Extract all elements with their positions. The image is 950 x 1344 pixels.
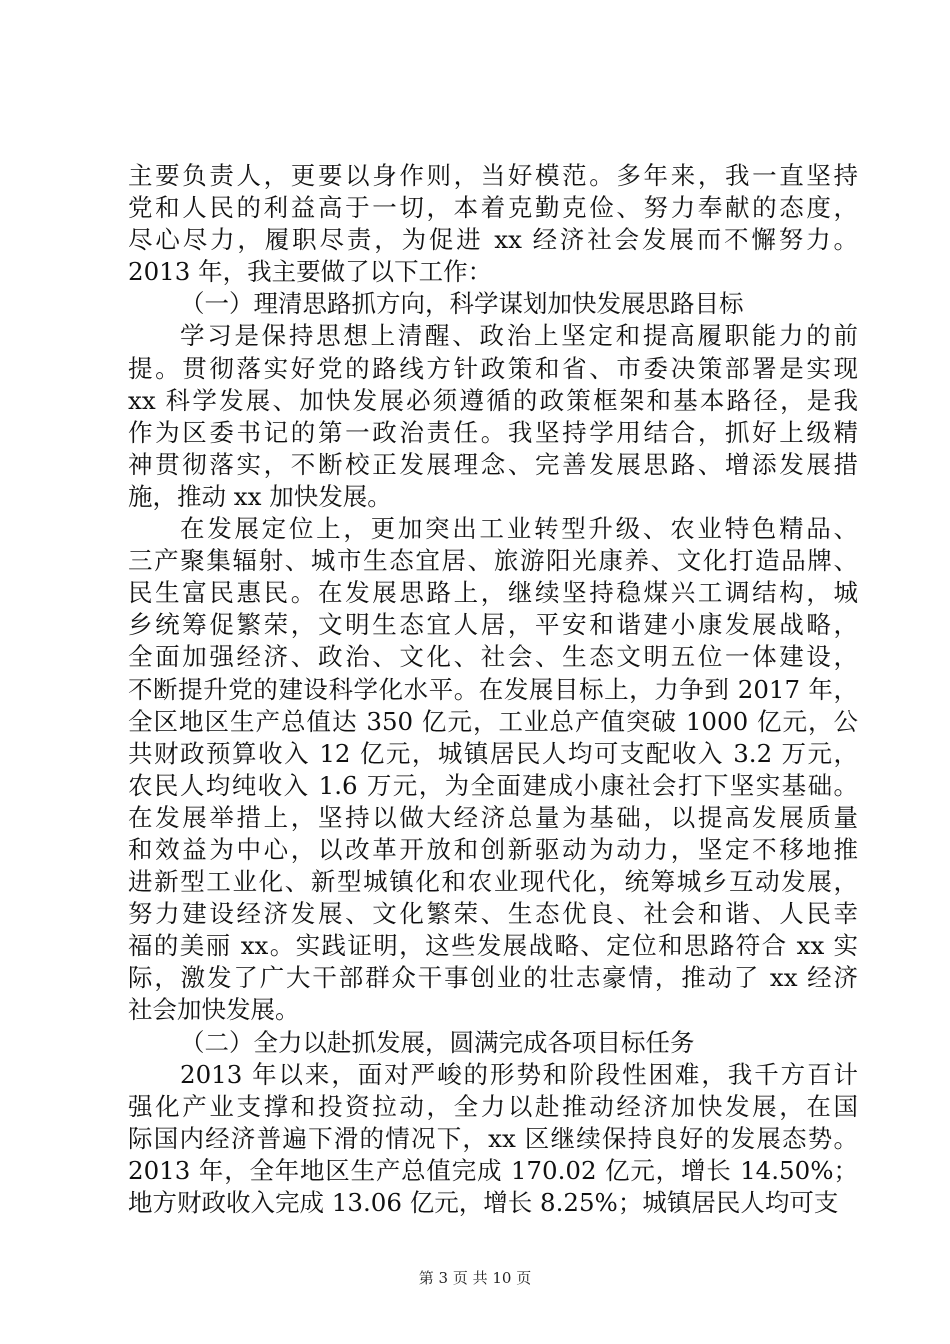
document-body (128, 160, 858, 1219)
text-line: 强化产业支撑和投资拉动，全力以赴推动经济加快发展，在国 (128, 1091, 858, 1121)
paragraph (128, 320, 858, 513)
text-line: 2013 年，全年地区生产总值完成 170.02 亿元，增长 14.50%； (128, 1155, 858, 1185)
text-line: 作为区委书记的第一政治责任。我坚持学用结合，抓好上级精 (128, 417, 858, 447)
text-line: 全面加强经济、政治、文化、社会、生态文明五位一体建设， (128, 642, 858, 672)
text-line: 在发展举措上，坚持以做大经济总量为基础，以提高发展质量 (128, 802, 858, 832)
text-line: 际，激发了广大干部群众干事创业的壮志豪情，推动了 xx 经济 (128, 963, 858, 993)
text-line: 社会加快发展。 (128, 995, 300, 1025)
paragraph (128, 1059, 858, 1219)
text-line: 际国内经济普遍下滑的情况下，xx 区继续保持良好的发展态势。 (128, 1123, 858, 1153)
text-line: 民生富民惠民。在发展思路上，继续坚持稳煤兴工调结构，城 (128, 578, 858, 608)
text-line: 2013 年，我主要做了以下工作： (128, 257, 493, 287)
section-heading (128, 288, 858, 320)
text-line: 福的美丽 xx。实践证明，这些发展战略、定位和思路符合 xx 实 (128, 931, 858, 961)
text-line: 三产聚集辐射、城市生态宜居、旅游阳光康养、文化打造品牌、 (128, 546, 858, 576)
text-line: xx 科学发展、加快发展必须遵循的政策框架和基本路径，是我 (128, 385, 858, 415)
text-line: 党和人民的利益高于一切，本着克勤克俭、努力奉献的态度， (128, 193, 858, 223)
text-line: （一）理清思路抓方向，科学谋划加快发展思路目标 (180, 289, 744, 319)
text-line: （二）全力以赴抓发展，圆满完成各项目标任务 (180, 1027, 695, 1057)
text-line: 农民人均纯收入 1.6 万元，为全面建成小康社会打下坚实基础。 (128, 770, 858, 800)
text-line: 神贯彻落实，不断校正发展理念、完善发展思路、增添发展措 (128, 449, 858, 479)
text-line: 和效益为中心，以改革开放和创新驱动为动力，坚定不移地推 (128, 834, 858, 864)
text-line: 尽心尽力，履职尽责，为促进 xx 经济社会发展而不懈努力。 (128, 225, 858, 255)
paragraph (128, 160, 858, 288)
text-line: 主要负责人，更要以身作则，当好模范。多年来，我一直坚持 (128, 161, 858, 190)
text-line: 施，推动 xx 加快发展。 (128, 481, 392, 511)
paragraph (128, 513, 858, 1027)
text-line: 地方财政收入完成 13.06 亿元，增长 8.25%；城镇居民人均可支 (128, 1188, 839, 1217)
text-line: 不断提升党的建设科学化水平。在发展目标上，力争到 2017 年， (128, 674, 858, 704)
text-line: 在发展定位上，更加突出工业转型升级、农业特色精品、 (180, 514, 858, 544)
section-heading (128, 1027, 858, 1059)
text-line: 2013 年以来，面对严峻的形势和阶段性困难，我千方百计 (180, 1059, 858, 1089)
text-line: 提。贯彻落实好党的路线方针政策和省、市委决策部署是实现 (128, 353, 858, 383)
text-line: 学习是保持思想上清醒、政治上坚定和提高履职能力的前 (180, 321, 858, 351)
page-footer: 第 3 页 共 10 页 (418, 1269, 532, 1287)
text-line: 进新型工业化、新型城镇化和农业现代化，统筹城乡互动发展， (128, 867, 858, 897)
text-line: 全区地区生产总值达 350 亿元，工业总产值突破 1000 亿元，公 (128, 706, 858, 736)
text-line: 共财政预算收入 12 亿元，城镇居民人均可支配收入 3.2 万元， (128, 738, 858, 768)
text-line: 努力建设经济发展、文化繁荣、生态优良、社会和谐、人民幸 (128, 899, 858, 929)
text-line: 乡统筹促繁荣，文明生态宜人居，平安和谐建小康发展战略， (128, 610, 858, 640)
